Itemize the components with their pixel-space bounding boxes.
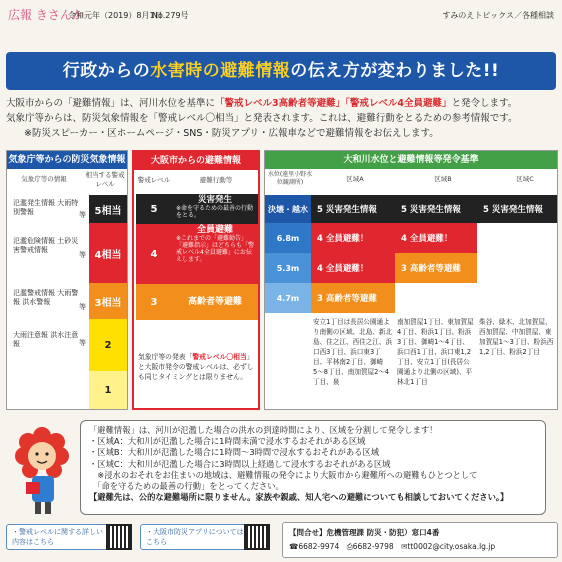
areaC-level5: 5 災害発生情報 [477,195,557,223]
qr-code-icon[interactable] [244,524,270,550]
jma-info-panel: 気象庁等からの防災気象情報 気象庁等の情報 相当する警戒レベル 氾濫発生情報 大雨特別警報 等 5相当 氾濫危険情報 土砂災害警戒情報 等 4相当 氾濫警戒情報 大雨警報 洪水警報 等 3相当 大雨注意報 洪水注意報 等 2 1 [6,150,128,410]
newsletter-logo: 広報 きさんか [8,8,84,22]
area-a-list: 安立1丁目は長居公園通より南側の区域、北島、新北島、住之江、西住之江、浜口西3丁目、浜口東3丁目、平林南2丁目、御崎5〜8丁目、南加賀屋2〜4丁目、泉 [313,318,393,386]
city-level-5-action: 災害発生 ※命を守るための最善の行動をとる。 [172,194,258,224]
city-panel-title: 大阪市からの避難情報 [134,152,258,170]
water-level-4-7: 4.7m [265,283,311,313]
water-level-6-8: 6.8m [265,223,311,253]
newsletter-header [0,0,562,30]
water-level-overflow: 決壊・越水 [265,195,311,223]
area-c-list: 柴谷、緑木、北加賀屋、西加賀屋、中加賀屋、東加賀屋1〜3丁目、粉浜西1,2丁目、粉浜2丁目 [479,318,554,356]
footer [0,518,562,562]
water-level-5-3: 5.3m [265,253,311,283]
mascot-illustration [6,420,78,516]
city-panel-footnote: 気象庁等の発表「警戒レベル〇相当」と大阪市発令の警戒レベルは、必ずしも同じタイミングとは限りません。 [138,353,254,381]
intro-text: 大阪市からの「避難情報」は、河川水位を基準に「警戒レベル3高齢者等避難」「警戒レベル4全員避難」と発令します。 気象庁等からは、防災気象情報を「警戒レベル〇相当」と発表されます。これは、避難行動をとるための参考情報です。 ※防災スピーカー・区ホームページ・SNS・防災アプリ・広報車などで避難情報をお伝えします。 [6,98,518,139]
section-name: すみのえトピックス／各種相談 [442,11,554,20]
city-evac-panel: 大阪市からの避難情報 警戒レベル 避難行動等 5 災害発生 ※命を守るための最善の行動をとる。 4 全員避難 ※これまでの「避難勧告」「避難指示」はどちらも「警戒レベル4全員避難」にお伝えします。 3 高齢者等避難 気象庁等の発表「警戒レベル〇相当」と大阪市発令の警戒レベルは、必ずしも同じタイミングとは限りません。 [132,150,260,410]
page-title: 行政からの水害時の避難情報の伝え方が変わりました!! [6,52,556,90]
jma-level-2: 2 [89,319,127,371]
areaA-level4: 4 全員避難！ [311,223,395,253]
jma-level-3: 3相当 [89,283,127,319]
issue-number: No.279号 [152,11,189,20]
zone-explanation-box: 「避難情報」は、河川が氾濫した場合の洪水の到達時間により、区域を分割して発令します！ ・区域A：大和川が氾濫した場合に1時間未満で浸水するおそれがある区域 ・区域B：大和川が氾濫した場合に1時間〜3時間で浸水するおそれがある区域 ・区域C：大和川が氾濫した場合に3時間以上経過して浸水するおそれがある区域 ※浸水のおそれをお住まいの地域は、避難情報の発令により大阪市から避難所への避難もひとつとして 「命を守るための最善の行動」をとってください。 【避難先は、公的な避難場所に限りません。家族や親戚、知人宅への避難についても相談しておいてください。】 [80,420,546,515]
city-level-5: 5 [136,194,172,224]
city-level-3: 3 [136,284,172,320]
city-level-3-action: 高齢者等避難 [172,284,258,320]
alert-level-info-link[interactable]: ・警戒レベルに関する詳しい内容はこちら [6,524,114,550]
fax-icon: ⎙ [346,542,353,551]
jma-level-1: 1 [89,371,127,409]
river-panel-title: 大和川水位と避難情報等発令基準 [265,151,557,169]
issue-date: 令和元年（2019）8月1日 [68,11,163,20]
area-b-list: 南加賀屋1丁目、東加賀屋4丁目、粉浜1丁目、粉浜3丁目、御崎1〜4丁目、浜口西1丁目、浜口東1,2丁目、安立1丁目(長居公園通より北側の区域)、平林北1丁目 [397,318,474,386]
city-level-4: 4 [136,224,172,284]
mail-icon: ✉ [401,542,408,551]
areaA-level5: 5 災害発生情報 [311,195,395,223]
jma-panel-title: 気象庁等からの防災気象情報 [7,151,127,169]
river-level-panel: 大和川水位と避難情報等発令基準 水位(遠里小野水位観測所) 区域A 区域B 区域C 決壊・越水 5 災害発生情報 5 災害発生情報 5 災害発生情報 6.8m 4 全員避難！ 4 全員避難！ 5.3m 4 全員避難！ 3 高齢者等避難 4.7m 3 高齢者等避難 安立1丁目は長居公園通より南側の区域、北島、新北島、住之江、西住之江、浜口西3丁目、浜口東3丁目、平林南2丁目、御崎5〜8丁目、南加賀屋2〜4丁目、泉 南加賀屋1丁目、東加賀屋4丁目、粉浜1丁目、粉浜3丁目、御崎1〜4丁目、浜口西1丁目、浜口東1,2丁目、安立1丁目(長居公園通より北側の区域)、平林北1丁目 柴谷、緑木、北加賀屋、西加賀屋、中加賀屋、東加賀屋1〜3丁目、粉浜西1,2丁目、粉浜2丁目 [264,150,558,410]
jma-level-4: 4相当 [89,223,127,283]
areaB-level3: 3 高齢者等避難 [395,253,477,283]
areaA-level3: 3 高齢者等避難 [311,283,395,313]
phone-icon: ☎ [289,542,299,551]
city-level-4-action: 全員避難 ※これまでの「避難勧告」「避難指示」はどちらも「警戒レベル4全員避難」にお伝えします。 [172,224,258,284]
qr-code-icon[interactable] [106,524,132,550]
contact-box: 【問合せ】危機管理課 防災・防犯）窓口4番 ☎6682-9974 ⎙6682-9798 ✉tt0002@city.osaka.lg.jp [282,522,558,558]
areaA-level4-b: 4 全員避難！ [311,253,395,283]
areaB-level4: 4 全員避難！ [395,223,477,253]
areaB-level5: 5 災害発生情報 [395,195,477,223]
disaster-app-link[interactable]: ・大阪市防災アプリについてはこちら [140,524,252,550]
jma-level-5: 5相当 [89,195,127,223]
